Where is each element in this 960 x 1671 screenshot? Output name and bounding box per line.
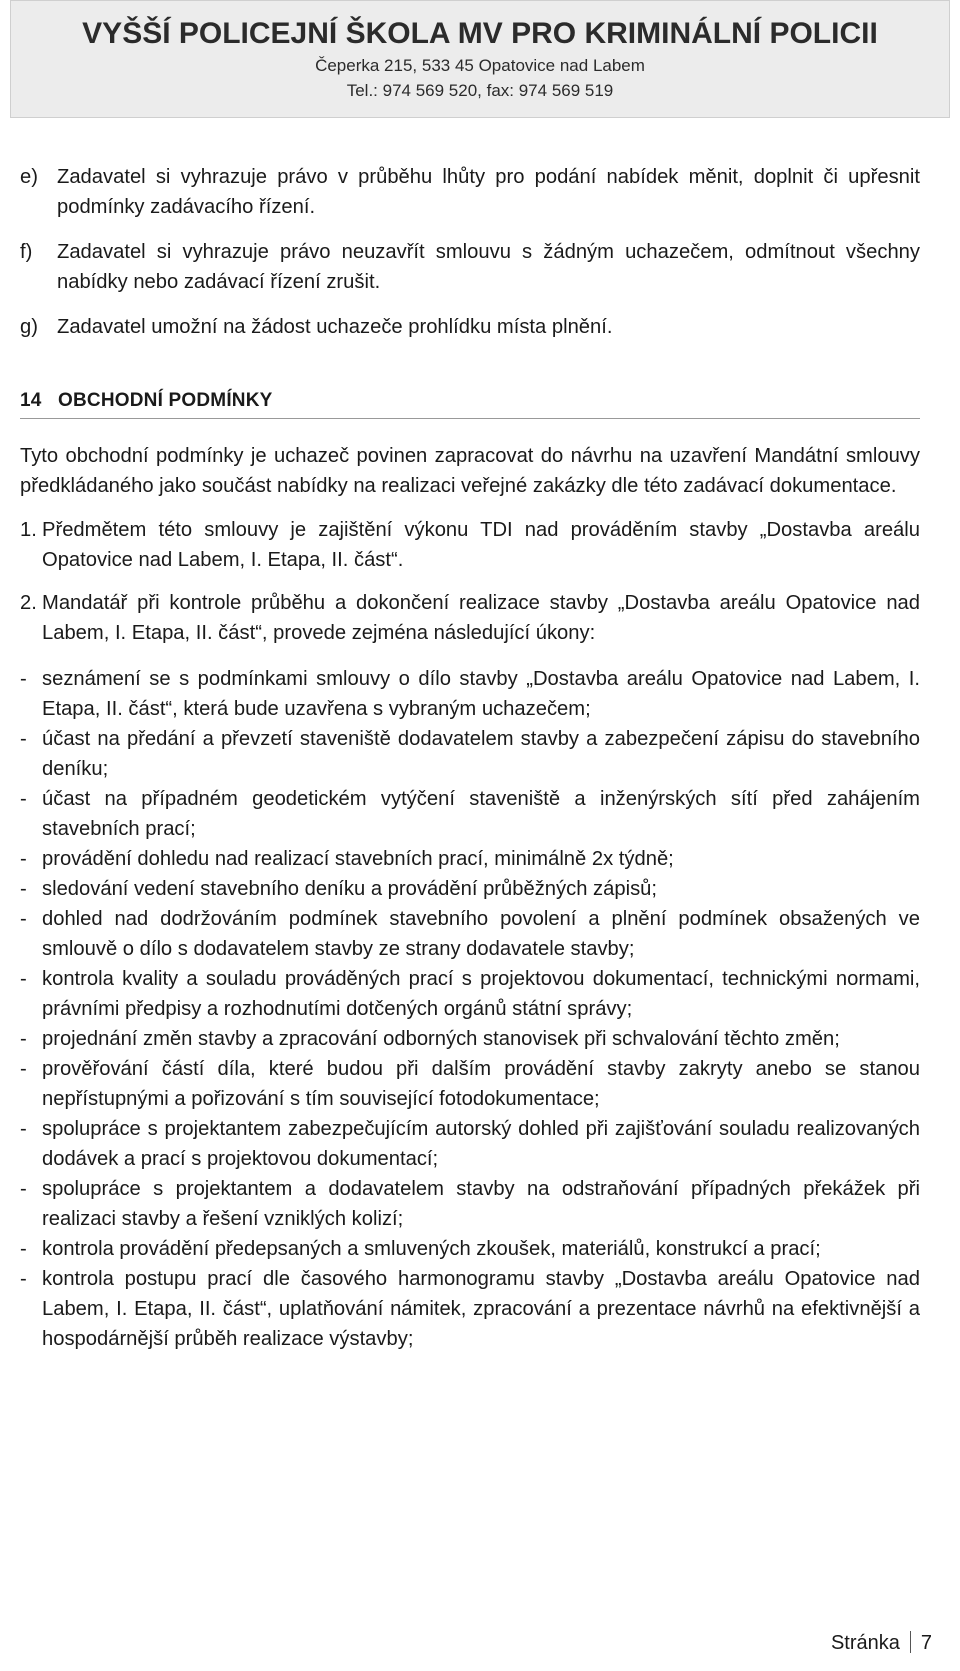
item-text: účast na případném geodetickém vytýčení staveniště a inženýrských sítí před zahájením stavebních prací; <box>42 788 920 840</box>
item-text: kontrola postupu prací dle časového harmonogramu stavby „Dostavba areálu Opatovice nad Labem, I. Etapa, II. část“, uplatňování námitek, zpracování a prezentace návrhů na efektivnější a hospodárnější průběh realizace výstavby; <box>42 1268 920 1350</box>
item-text: kontrola provádění předepsaných a smluvených zkoušek, materiálů, konstrukcí a prací; <box>42 1238 821 1260</box>
item-text: kontrola kvality a souladu prováděných prací s projektovou dokumentací, technickými normami, právními předpisy a rozhodnutími dotčených orgánů státní správy; <box>42 968 920 1020</box>
dash-bullet: - <box>20 788 27 810</box>
item-number: 1. <box>20 519 37 541</box>
item-text: seznámení se s podmínkami smlouvy o dílo stavby „Dostavba areálu Opatovice nad Labem, I. Etapa, II. část“, která bude uzavřena s vybraným uchazečem; <box>42 668 920 720</box>
item-text: spolupráce s projektantem zabezpečujícím autorský dohled při zajišťování souladu realizovaných dodávek a prací s projektovou dokumentací; <box>42 1118 920 1170</box>
item-text: Zadavatel umožní na žádost uchazeče prohlídku místa plnění. <box>57 316 613 338</box>
dash-bullet: - <box>20 968 27 990</box>
header-address: Čeperka 215, 533 45 Opatovice nad Labem <box>315 56 645 75</box>
list-item <box>20 237 920 297</box>
item-text: Zadavatel si vyhrazuje právo v průběhu lhůty pro podání nabídek měnit, doplnit či upřesnit podmínky zadávacího řízení. <box>57 166 920 218</box>
dash-item <box>20 904 920 964</box>
dash-item <box>20 784 920 844</box>
dash-bullet: - <box>20 728 27 750</box>
dash-bullet: - <box>20 878 27 900</box>
dash-item <box>20 844 920 874</box>
item-text: sledování vedení stavebního deníku a provádění průběžných zápisů; <box>42 878 658 900</box>
item-text: účast na předání a převzetí staveniště dodavatelem stavby a zabezpečení zápisu do stavebního deníku; <box>42 728 920 780</box>
item-text: Mandatář při kontrole průběhu a dokončení realizace stavby „Dostavba areálu Opatovice nad Labem, I. Etapa, II. část“, provede zejména následující úkony: <box>42 592 920 644</box>
item-text: Zadavatel si vyhrazuje právo neuzavřít smlouvu s žádným uchazečem, odmítnout všechny nabídky nebo zadávací řízení zrušit. <box>57 241 920 293</box>
dash-item <box>20 724 920 784</box>
dash-item <box>20 1024 920 1054</box>
page-label: Stránka <box>830 1632 900 1654</box>
dash-bullet: - <box>20 668 27 690</box>
list-item <box>20 162 920 222</box>
header-contact: Tel.: 974 569 520, fax: 974 569 519 <box>346 81 614 100</box>
item-number: 2. <box>20 592 37 614</box>
dash-bullet: - <box>20 1028 27 1050</box>
dash-item <box>20 1264 920 1354</box>
dash-bullet: - <box>20 1238 27 1260</box>
item-text: provádění dohledu nad realizací stavebních prací, minimálně 2x týdně; <box>42 848 674 870</box>
dash-bullet: - <box>20 1058 27 1080</box>
document-body <box>20 162 920 1354</box>
dash-bullet: - <box>20 1178 27 1200</box>
section-title: OBCHODNÍ PODMÍNKY <box>58 390 273 411</box>
section-heading <box>20 390 920 419</box>
dash-bullet: - <box>20 1118 27 1140</box>
dash-bullet: - <box>20 1268 27 1290</box>
page-header <box>10 0 950 118</box>
section-number: 14 <box>20 390 42 411</box>
item-text: dohled nad dodržováním podmínek stavebního povolení a plnění podmínek obsažených ve smlouvě o dílo s dodavatelem stavby ze strany dodavatele stavby; <box>42 908 920 960</box>
dash-bullet: - <box>20 848 27 870</box>
page-footer <box>831 1631 932 1655</box>
dash-item <box>20 964 920 1024</box>
dash-item <box>20 874 920 904</box>
dash-item <box>20 664 920 724</box>
header-title: VYŠŠÍ POLICEJNÍ ŠKOLA MV PRO KRIMINÁLNÍ POLICII <box>82 17 878 50</box>
intro-paragraph: Tyto obchodní podmínky je uchazeč povinen zapracovat do návrhu na uzavření Mandátní smlouvy předkládaného jako součást nabídky na realizaci veřejné zakázky dle této zadávací dokumentace. <box>20 445 920 497</box>
page-number: 7 <box>920 1632 932 1654</box>
dash-item <box>20 1234 920 1264</box>
item-label: g) <box>20 316 38 338</box>
dash-item <box>20 1054 920 1114</box>
item-text: projednání změn stavby a zpracování odborných stanovisek při schvalování těchto změn; <box>42 1028 840 1050</box>
item-label: e) <box>20 166 38 188</box>
numbered-list <box>20 515 920 648</box>
numbered-item <box>20 588 920 648</box>
alpha-list <box>20 162 920 342</box>
item-label: f) <box>20 241 33 263</box>
item-text: spolupráce s projektantem a dodavatelem stavby na odstraňování případných překážek při realizaci stavby a řešení vzniklých kolizí; <box>42 1178 920 1230</box>
footer-divider <box>910 1631 911 1653</box>
list-item <box>20 312 920 342</box>
dash-item <box>20 1174 920 1234</box>
item-text: prověřování částí díla, které budou při dalším provádění stavby zakryty anebo se stanou nepřístupnými a pořizování s tím související fotodokumentace; <box>42 1058 920 1110</box>
dash-bullet: - <box>20 908 27 930</box>
dash-list <box>20 664 920 1354</box>
numbered-item <box>20 515 920 575</box>
dash-item <box>20 1114 920 1174</box>
item-text: Předmětem této smlouvy je zajištění výkonu TDI nad prováděním stavby „Dostavba areálu Opatovice nad Labem, I. Etapa, II. část“. <box>42 519 920 571</box>
